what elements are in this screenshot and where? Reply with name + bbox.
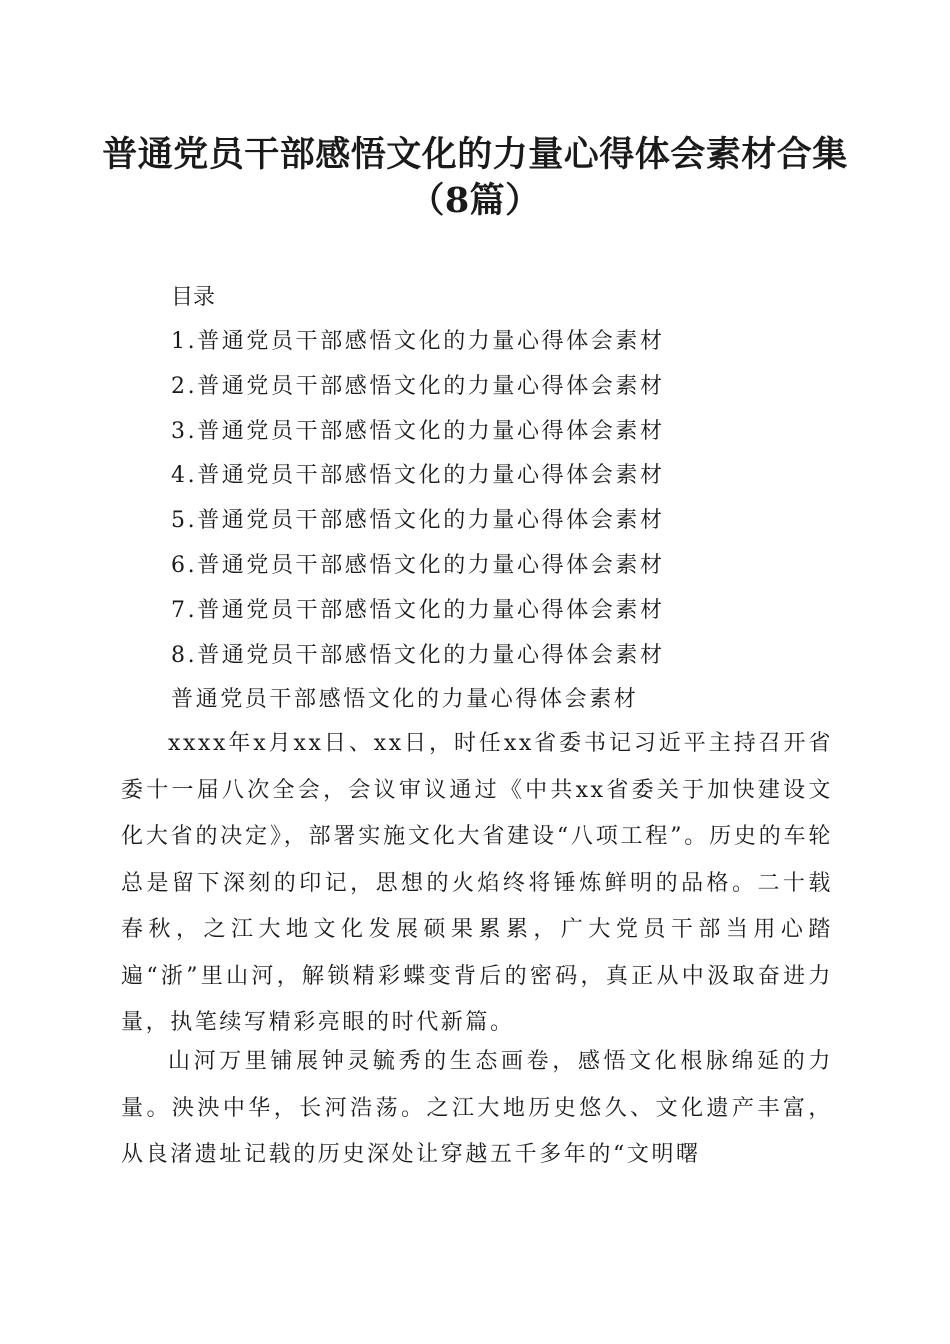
- toc-item: 5.普通党员干部感悟文化的力量心得体会素材: [171, 508, 665, 534]
- toc-item: 7.普通党员干部感悟文化的力量心得体会素材: [171, 597, 665, 623]
- toc-item: 4.普通党员干部感悟文化的力量心得体会素材: [171, 463, 665, 489]
- section-title: 普通党员干部感悟文化的力量心得体会素材: [171, 687, 639, 712]
- toc-item: 1.普通党员干部感悟文化的力量心得体会素材: [171, 329, 665, 354]
- document-title: 普通党员干部感悟文化的力量心得体会素材合集（8篇）: [102, 134, 848, 221]
- toc-item: 2.普通党员干部感悟文化的力量心得体会素材: [171, 373, 665, 399]
- body-paragraph: xxxx年x月xx日、xx日，时任xx省委书记习近平主持召开省委十一届八次全会，会议审议通过《中共xx省委关于加快建设文化大省的决定》，部署实施文化大省建设“八项工程”。历史的车轮总是留下深刻的印记，思想的火焰终将锤炼鲜明的品格。二十载春秋，之江大地文化发展硕果累累，广大党员干部当用心踏遍“浙”里山河，解锁精彩蝶变背后的密码，真正从中汲取奋进力量，执笔续写精彩亮眼的时代新篇。: [121, 731, 833, 1035]
- toc-item: 8.普通党员干部感悟文化的力量心得体会素材: [171, 642, 665, 668]
- toc-item: 6.普通党员干部感悟文化的力量心得体会素材: [171, 552, 665, 578]
- table-of-contents: [171, 324, 665, 682]
- toc-item: 3.普通党员干部感悟文化的力量心得体会素材: [171, 418, 665, 444]
- toc-heading: 目录: [171, 285, 216, 310]
- body-paragraph: 山河万里铺展钟灵毓秀的生态画卷，感悟文化根脉绵延的力量。泱泱中华，长河浩荡。之江大地历史悠久、文化遗产丰富，从良渚遗址记载的历史深处让穿越五千多年的“文明曙: [121, 1049, 833, 1167]
